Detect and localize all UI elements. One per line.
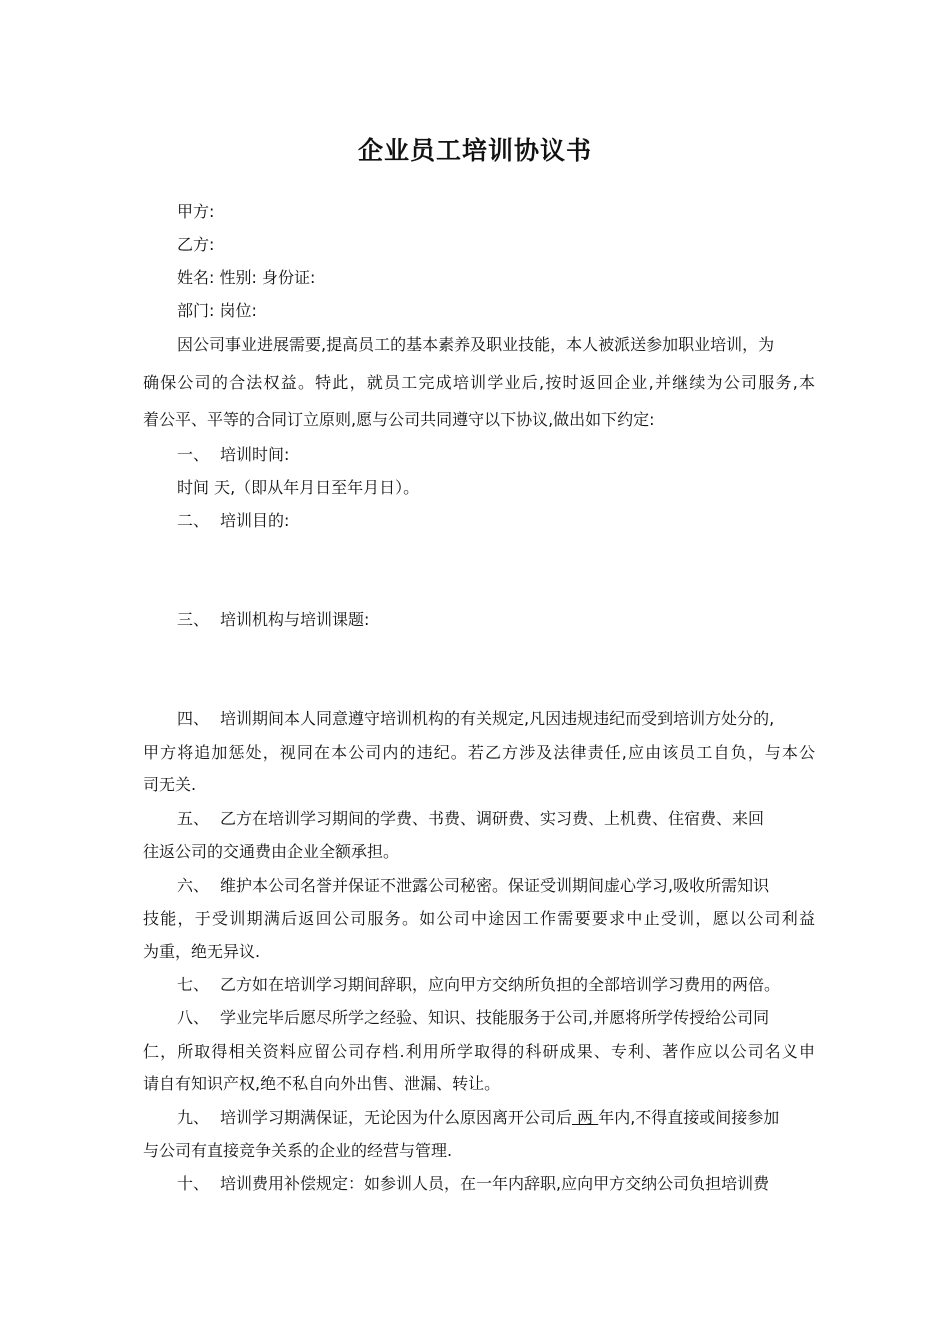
clause-2-heading bbox=[177, 510, 849, 532]
clause-text: 培训目的: bbox=[220, 511, 290, 530]
clause-1-heading bbox=[177, 444, 849, 466]
clause-line bbox=[177, 875, 849, 897]
clause-text: 学业完毕后愿尽所学之经验、知识、技能服务于公司,并愿将所学传授给公司同 bbox=[220, 1008, 770, 1027]
clause-number: 五、 bbox=[177, 809, 210, 828]
clause-line: 往返公司的交通费由企业全额承担。 bbox=[143, 842, 400, 861]
clause-number: 一、 bbox=[177, 445, 210, 464]
years-blank: 两 bbox=[572, 1108, 599, 1127]
clause-number: 四、 bbox=[177, 709, 210, 728]
clause-3-heading bbox=[177, 609, 849, 631]
party-b-field: 乙方: bbox=[177, 235, 215, 254]
training-time-detail: 时间 天,（即从年月日至年月日）。 bbox=[177, 478, 420, 497]
clause-line: 请自有知识产权,绝不私自向外出售、泄漏、转让。 bbox=[143, 1074, 501, 1093]
document-title: 企业员工培训协议书 bbox=[357, 136, 592, 165]
clause-line bbox=[177, 1007, 849, 1029]
clause-number: 三、 bbox=[177, 610, 210, 629]
clause-text: 培训费用补偿规定：如参训人员，在一年内辞职,应向甲方交纳公司负担培训费 bbox=[220, 1174, 770, 1193]
clause-line bbox=[177, 708, 815, 730]
clause-number: 二、 bbox=[177, 511, 210, 530]
clause-line: 为重，绝无异议. bbox=[143, 942, 261, 961]
personal-info-line: 姓名: 性别: 身份证: bbox=[177, 268, 316, 287]
intro-line: 因公司事业进展需要,提高员工的基本素养及职业技能，本人被派送参加职业培训，为 bbox=[177, 335, 775, 354]
clause-number: 八、 bbox=[177, 1008, 210, 1027]
clause-line bbox=[177, 808, 849, 830]
clause-text: 维护本公司名誉并保证不泄露公司秘密。保证受训期间虚心学习,吸收所需知识 bbox=[220, 876, 770, 895]
clause-10-paragraph bbox=[177, 1173, 849, 1195]
position-info-line: 部门: 岗位: bbox=[177, 301, 257, 320]
clause-number: 十、 bbox=[177, 1174, 210, 1193]
clause-number: 七、 bbox=[177, 975, 210, 994]
clause-text: 培训机构与培训课题: bbox=[220, 610, 370, 629]
clause-7-paragraph bbox=[177, 974, 849, 996]
clause-number: 九、 bbox=[177, 1108, 210, 1127]
clause-line: 与公司有直接竞争关系的企业的经营与管理. bbox=[143, 1141, 453, 1160]
intro-line: 着公平、平等的合同订立原则,愿与公司共同遵守以下协议,做出如下约定: bbox=[143, 410, 655, 429]
clause-text: 培训学习期满保证，无论因为什么原因离开公司后 bbox=[220, 1108, 573, 1127]
clause-text: 乙方如在培训学习期间辞职，应向甲方交纳所负担的全部培训学习费用的两倍。 bbox=[220, 975, 781, 994]
clause-number: 六、 bbox=[177, 876, 210, 895]
clause-line: 技能，于受训期满后返回公司服务。如公司中途因工作需要要求中止受训，愿以公司利益 bbox=[143, 909, 815, 928]
clause-text: 年内,不得直接或间接参加 bbox=[598, 1108, 780, 1127]
clause-line: 司无关. bbox=[143, 775, 197, 794]
clause-text: 乙方在培训学习期间的学费、书费、调研费、实习费、上机费、住宿费、来回 bbox=[220, 809, 765, 828]
intro-line: 确保公司的合法权益。特此，就员工完成培训学业后,按时返回企业,并继续为公司服务,本 bbox=[143, 373, 815, 392]
clause-line: 甲方将追加惩处，视同在本公司内的违纪。若乙方涉及法律责任,应由该员工自负，与本公 bbox=[143, 743, 815, 762]
clause-text: 培训时间: bbox=[220, 445, 290, 464]
clause-line bbox=[177, 1107, 849, 1129]
clause-line: 仁，所取得相关资料应留公司存档.利用所学取得的科研成果、专利、著作应以公司名义申 bbox=[143, 1042, 815, 1061]
party-a-field: 甲方: bbox=[177, 202, 215, 221]
clause-text: 培训期间本人同意遵守培训机构的有关规定,凡因违规违纪而受到培训方处分的, bbox=[220, 709, 775, 728]
